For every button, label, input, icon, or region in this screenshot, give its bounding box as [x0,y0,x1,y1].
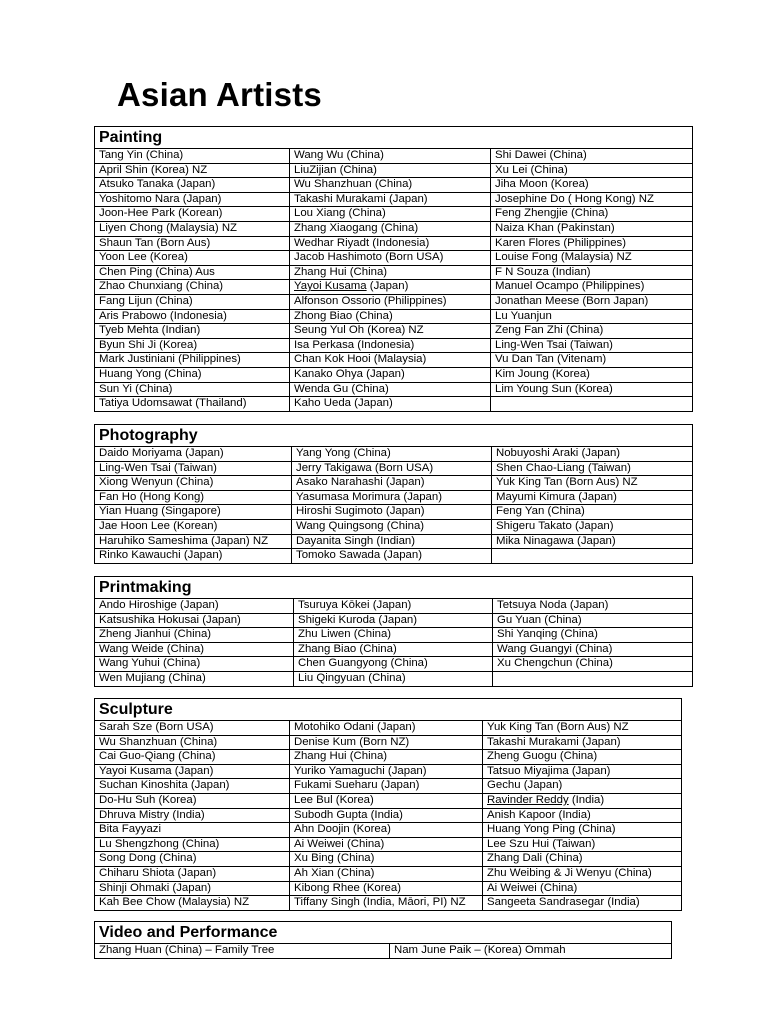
artist-cell: Fang Lijun (China) [95,294,290,309]
table-row [95,207,693,222]
artist-cell: Wang Quingsong (China) [292,519,492,534]
table-row [95,881,682,896]
artist-cell: Kibong Rhee (Korea) [290,881,483,896]
artist-cell: Dhruva Mistry (India) [95,808,290,823]
artist-cell: Seung Yul Oh (Korea) NZ [290,324,491,339]
table-row [95,793,682,808]
artist-cell: Takashi Murakami (Japan) [483,735,682,750]
artist-cell: Naiza Khan (Pakinstan) [491,221,693,236]
artist-cell: Mika Ninagawa (Japan) [492,534,693,549]
artist-cell: Kah Bee Chow (Malaysia) NZ [95,896,290,911]
artist-cell: Chen Guangyong (China) [294,657,493,672]
artist-cell: Feng Yan (China) [492,505,693,520]
artist-cell: Lim Young Sun (Korea) [491,382,693,397]
artist-cell: Tiffany Singh (India, Māori, PI) NZ [290,896,483,911]
artist-cell: Ahn Doojin (Korea) [290,823,483,838]
table-row [95,149,693,164]
artist-cell: Wang Guangyi (China) [493,642,693,657]
artist-cell: Lu Shengzhong (China) [95,837,290,852]
table-row [95,735,682,750]
table-row [95,837,682,852]
artist-cell: Yang Yong (China) [292,447,492,462]
table-row [95,896,682,911]
artist-cell: F N Souza (Indian) [491,265,693,280]
artist-cell: April Shin (Korea) NZ [95,163,290,178]
artist-cell: Mayumi Kimura (Japan) [492,490,693,505]
artist-cell: Mark Justiniani (Philippines) [95,353,290,368]
artist-cell: Sarah Sze (Born USA) [95,721,290,736]
painting-table [94,126,693,412]
artist-cell: Nam June Paik – (Korea) Ommah [390,944,672,959]
artist-cell: Fukami Sueharu (Japan) [290,779,483,794]
artist-cell: Huang Yong Ping (China) [483,823,682,838]
section-heading-photography: Photography [95,425,693,447]
section-heading-video-performance: Video and Performance [95,922,672,944]
table-row [95,265,693,280]
table-row [95,367,693,382]
artist-cell: Fan Ho (Hong Kong) [95,490,292,505]
artist-cell: Lee Szu Hui (Taiwan) [483,837,682,852]
artist-cell: Chan Kok Hooi (Malaysia) [290,353,491,368]
artist-cell: Yasumasa Morimura (Japan) [292,490,492,505]
table-row [95,657,693,672]
artist-cell: Gu Yuan (China) [493,613,693,628]
artist-cell: Zhong Biao (China) [290,309,491,324]
table-row [95,251,693,266]
table-row [95,852,682,867]
artist-cell: Zhang Dali (China) [483,852,682,867]
artist-cell: Byun Shi Ji (Korea) [95,338,290,353]
table-row [95,671,693,686]
artist-cell: Yuriko Yamaguchi (Japan) [290,764,483,779]
artist-cell: Zhang Hui (China) [290,265,491,280]
artist-cell: Asako Narahashi (Japan) [292,476,492,491]
table-row [95,490,693,505]
artist-cell: Wenda Gu (China) [290,382,491,397]
artist-cell: Yayoi Kusama (Japan) [290,280,491,295]
artist-cell: Tyeb Mehta (Indian) [95,324,290,339]
artist-cell: Isa Perkasa (Indonesia) [290,338,491,353]
artist-cell: Xu Bing (China) [290,852,483,867]
artist-cell: Xiong Wenyun (China) [95,476,292,491]
artist-cell: Liyen Chong (Malaysia) NZ [95,221,290,236]
artist-cell: Yuk King Tan (Born Aus) NZ [492,476,693,491]
artist-cell: Tatsuo Miyajima (Japan) [483,764,682,779]
table-row [95,808,682,823]
section-heading-printmaking: Printmaking [95,577,693,599]
table-row [95,823,682,838]
artist-cell: Shen Chao-Liang (Taiwan) [492,461,693,476]
artist-cell: Jacob Hashimoto (Born USA) [290,251,491,266]
artist-cell: Ling-Wen Tsai (Taiwan) [491,338,693,353]
artist-cell: Wen Mujiang (China) [95,671,294,686]
section-heading-sculpture: Sculpture [95,699,682,721]
table-row [95,221,693,236]
table-row [95,324,693,339]
artist-cell: Huang Yong (China) [95,367,290,382]
artist-cell: Tomoko Sawada (Japan) [292,549,492,564]
artist-cell: Yuk King Tan (Born Aus) NZ [483,721,682,736]
table-row [95,294,693,309]
artist-cell: Zhang Hui (China) [290,750,483,765]
artist-cell: Zhang Biao (China) [294,642,493,657]
table-row [95,519,693,534]
artist-cell: Song Dong (China) [95,852,290,867]
artist-cell: Xu Chengchun (China) [493,657,693,672]
table-row [95,642,693,657]
artist-cell: Takashi Murakami (Japan) [290,192,491,207]
artist-cell: Jerry Takigawa (Born USA) [292,461,492,476]
artist-cell: Zhang Xiaogang (China) [290,221,491,236]
artist-cell: Lou Xiang (China) [290,207,491,222]
artist-cell: Kanako Ohya (Japan) [290,367,491,382]
artist-cell: Wu Shanzhuan (China) [95,735,290,750]
artist-cell: Aris Prabowo (Indonesia) [95,309,290,324]
artist-cell: Do-Hu Suh (Korea) [95,793,290,808]
artist-cell: Nobuyoshi Araki (Japan) [492,447,693,462]
underlined-artist-name: Yayoi Kusama [294,280,367,293]
artist-cell: Karen Flores (Philippines) [491,236,693,251]
artist-cell: Bita Fayyazi [95,823,290,838]
sculpture-table [94,698,682,911]
artist-cell: Subodh Gupta (India) [290,808,483,823]
table-row [95,397,693,412]
artist-cell: Alfonson Ossorio (Philippines) [290,294,491,309]
artist-cell: Zheng Jianhui (China) [95,628,294,643]
artist-cell: Cai Guo-Qiang (China) [95,750,290,765]
table-row [95,178,693,193]
table-row [95,779,682,794]
artist-cell: Kaho Ueda (Japan) [290,397,491,412]
artist-cell: Wang Wu (China) [290,149,491,164]
artist-cell: Xu Lei (China) [491,163,693,178]
underlined-artist-name: Ravinder Reddy [487,793,569,806]
artist-cell: Liu Qingyuan (China) [294,671,493,686]
artist-cell: Sun Yi (China) [95,382,290,397]
artist-cell: Ai Weiwei (China) [483,881,682,896]
artist-cell: Tatiya Udomsawat (Thailand) [95,397,290,412]
artist-cell: Hiroshi Sugimoto (Japan) [292,505,492,520]
table-row [95,353,693,368]
table-row [95,163,693,178]
artist-cell: Tang Yin (China) [95,149,290,164]
artist-cell [491,397,693,412]
artist-cell: LiuZijian (China) [290,163,491,178]
table-row [95,338,693,353]
table-row [95,599,693,614]
artist-cell: Wang Yuhui (China) [95,657,294,672]
artist-cell: Yoon Lee (Korea) [95,251,290,266]
table-row [95,447,693,462]
artist-cell: Wang Weide (China) [95,642,294,657]
artist-cell: Atsuko Tanaka (Japan) [95,178,290,193]
artist-cell: Lee Bul (Korea) [290,793,483,808]
artist-cell: Yoshitomo Nara (Japan) [95,192,290,207]
artist-cell: Suchan Kinoshita (Japan) [95,779,290,794]
artist-cell: Yian Huang (Singapore) [95,505,292,520]
artist-cell: Shinji Ohmaki (Japan) [95,881,290,896]
table-row [95,534,693,549]
artist-cell: Ling-Wen Tsai (Taiwan) [95,461,292,476]
artist-cell: Zhu Liwen (China) [294,628,493,643]
artist-cell: Wu Shanzhuan (China) [290,178,491,193]
table-row [95,866,682,881]
artist-cell: Jiha Moon (Korea) [491,178,693,193]
photography-table [94,424,693,564]
table-row [95,476,693,491]
table-row [95,721,682,736]
artist-cell: Louise Fong (Malaysia) NZ [491,251,693,266]
artist-cell: Anish Kapoor (India) [483,808,682,823]
table-row [95,944,672,959]
artist-cell: Dayanita Singh (Indian) [292,534,492,549]
table-row [95,192,693,207]
artist-cell: Zeng Fan Zhi (China) [491,324,693,339]
page-title: Asian Artists [117,76,322,113]
artist-cell [492,549,693,564]
artist-cell: Shi Dawei (China) [491,149,693,164]
artist-cell: Feng Zhengjie (China) [491,207,693,222]
artist-cell: Yayoi Kusama (Japan) [95,764,290,779]
artist-cell: Jonathan Meese (Born Japan) [491,294,693,309]
table-row [95,764,682,779]
artist-cell: Sangeeta Sandrasegar (India) [483,896,682,911]
printmaking-table [94,576,693,687]
artist-cell: Zhao Chunxiang (China) [95,280,290,295]
artist-cell: Chen Ping (China) Aus [95,265,290,280]
artist-cell: Zhang Huan (China) – Family Tree [95,944,390,959]
artist-cell: Denise Kum (Born NZ) [290,735,483,750]
artist-cell: Shigeru Takato (Japan) [492,519,693,534]
video-performance-table [94,921,672,959]
table-row [95,461,693,476]
artist-cell: Motohiko Odani (Japan) [290,721,483,736]
artist-cell: Rinko Kawauchi (Japan) [95,549,292,564]
artist-cell: Tsuruya Kōkei (Japan) [294,599,493,614]
table-row [95,613,693,628]
artist-cell: Gechu (Japan) [483,779,682,794]
artist-cell: Shaun Tan (Born Aus) [95,236,290,251]
artist-cell: Ando Hiroshige (Japan) [95,599,294,614]
section-heading-painting: Painting [95,127,693,149]
table-row [95,382,693,397]
artist-cell: Zhu Weibing & Ji Wenyu (China) [483,866,682,881]
artist-cell: Lu Yuanjun [491,309,693,324]
artist-cell: Tetsuya Noda (Japan) [493,599,693,614]
artist-cell: Zheng Guogu (China) [483,750,682,765]
artist-cell: Jae Hoon Lee (Korean) [95,519,292,534]
table-row [95,280,693,295]
artist-cell [493,671,693,686]
table-row [95,750,682,765]
table-row [95,505,693,520]
artist-cell: Wedhar Riyadt (Indonesia) [290,236,491,251]
artist-cell: Manuel Ocampo (Philippines) [491,280,693,295]
artist-cell: Haruhiko Sameshima (Japan) NZ [95,534,292,549]
artist-cell: Kim Joung (Korea) [491,367,693,382]
artist-cell: Katsushika Hokusai (Japan) [95,613,294,628]
artist-cell: Shigeki Kuroda (Japan) [294,613,493,628]
artist-cell: Ai Weiwei (China) [290,837,483,852]
table-row [95,628,693,643]
artist-cell: Shi Yanqing (China) [493,628,693,643]
artist-cell: Joon-Hee Park (Korean) [95,207,290,222]
artist-cell: Chiharu Shiota (Japan) [95,866,290,881]
artist-cell: Vu Dan Tan (Vitenam) [491,353,693,368]
artist-cell: Ah Xian (China) [290,866,483,881]
table-row [95,549,693,564]
table-row [95,309,693,324]
artist-cell: Ravinder Reddy (India) [483,793,682,808]
artist-cell: Josephine Do ( Hong Kong) NZ [491,192,693,207]
table-row [95,236,693,251]
artist-cell: Daido Moriyama (Japan) [95,447,292,462]
